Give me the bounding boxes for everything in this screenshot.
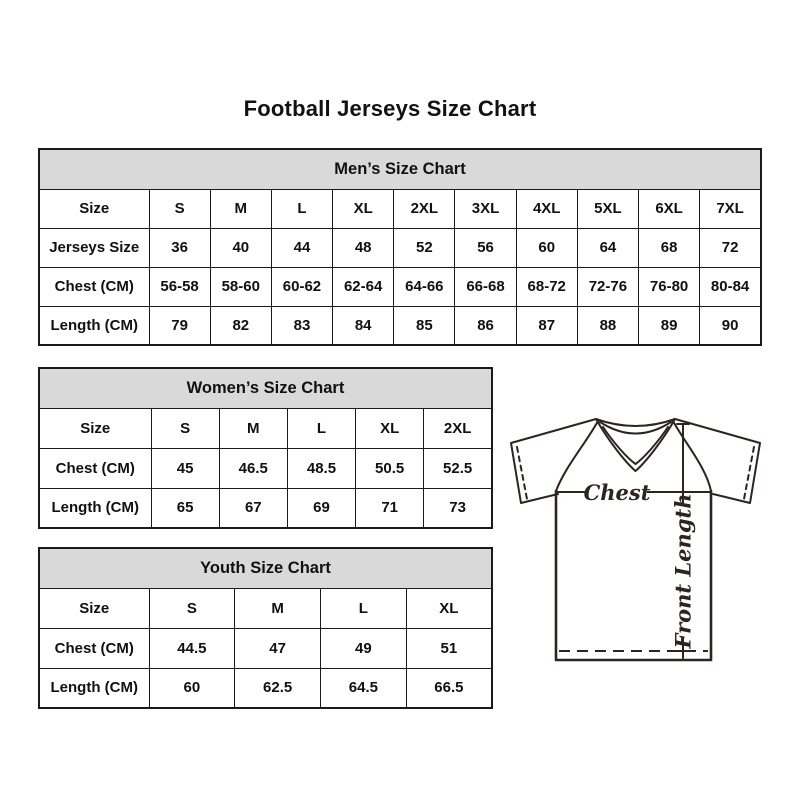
size-table <box>38 367 493 529</box>
table-cell: 2XL <box>424 408 492 448</box>
womens-size-table <box>38 367 493 529</box>
table-cell: S <box>151 408 219 448</box>
table-cell: 64-66 <box>394 267 455 306</box>
youth-size-table <box>38 547 493 709</box>
table-cell: 36 <box>149 228 210 267</box>
table-cell: 88 <box>577 306 638 345</box>
table-cell: 66-68 <box>455 267 516 306</box>
mens-size-table <box>38 148 762 346</box>
table-cell: M <box>210 189 271 228</box>
row-label: Chest (CM) <box>39 448 151 488</box>
table-cell: 4XL <box>516 189 577 228</box>
table-row <box>39 668 492 708</box>
table-cell: 90 <box>700 306 761 345</box>
row-label: Chest (CM) <box>39 267 149 306</box>
table-cell: 7XL <box>700 189 761 228</box>
table-cell: L <box>287 408 355 448</box>
table-header-row <box>39 548 492 588</box>
table-row <box>39 189 761 228</box>
row-label: Length (CM) <box>39 306 149 345</box>
table-cell: 72-76 <box>577 267 638 306</box>
table-header-row <box>39 368 492 408</box>
table-cell: 64 <box>577 228 638 267</box>
table-cell: 48 <box>333 228 394 267</box>
table-cell: 49 <box>321 628 407 668</box>
table-cell: 73 <box>424 488 492 528</box>
jersey-measurement-diagram <box>503 406 775 668</box>
row-label: Length (CM) <box>39 488 151 528</box>
table-cell: L <box>321 588 407 628</box>
table-cell: 62.5 <box>235 668 321 708</box>
table-cell: XL <box>333 189 394 228</box>
table-cell: 6XL <box>639 189 700 228</box>
page-title: Football Jerseys Size Chart <box>243 96 537 121</box>
table-cell: 51 <box>406 628 492 668</box>
table-header-row <box>39 149 761 189</box>
row-label: Size <box>39 588 149 628</box>
table-row <box>39 408 492 448</box>
table-title: Men’s Size Chart <box>39 149 761 189</box>
table-cell: 79 <box>149 306 210 345</box>
table-cell: M <box>219 408 287 448</box>
table-cell: 47 <box>235 628 321 668</box>
table-cell: 50.5 <box>356 448 424 488</box>
table-row <box>39 588 492 628</box>
table-cell: 62-64 <box>333 267 394 306</box>
table-cell: 68-72 <box>516 267 577 306</box>
row-label: Size <box>39 189 149 228</box>
table-cell: 72 <box>700 228 761 267</box>
table-cell: 3XL <box>455 189 516 228</box>
table-cell: 56 <box>455 228 516 267</box>
table-cell: 82 <box>210 306 271 345</box>
table-row <box>39 488 492 528</box>
table-cell: 60 <box>516 228 577 267</box>
table-cell: 83 <box>271 306 332 345</box>
table-cell: 86 <box>455 306 516 345</box>
table-cell: 65 <box>151 488 219 528</box>
size-table <box>38 148 762 346</box>
table-cell: 58-60 <box>210 267 271 306</box>
table-cell: 71 <box>356 488 424 528</box>
table-cell: M <box>235 588 321 628</box>
table-row <box>39 228 761 267</box>
table-cell: 45 <box>151 448 219 488</box>
table-cell: 56-58 <box>149 267 210 306</box>
front-length-label: Front Length <box>670 493 696 649</box>
jersey-silhouette <box>511 419 760 660</box>
table-cell: 60 <box>149 668 235 708</box>
table-cell: 87 <box>516 306 577 345</box>
table-cell: 67 <box>219 488 287 528</box>
table-cell: 44 <box>271 228 332 267</box>
table-title: Youth Size Chart <box>39 548 492 588</box>
row-label: Size <box>39 408 151 448</box>
table-cell: 80-84 <box>700 267 761 306</box>
table-cell: 5XL <box>577 189 638 228</box>
size-table <box>38 547 493 709</box>
table-cell: 68 <box>639 228 700 267</box>
table-cell: 64.5 <box>321 668 407 708</box>
jersey-sketch <box>503 406 775 668</box>
table-cell: XL <box>356 408 424 448</box>
row-label: Length (CM) <box>39 668 149 708</box>
table-cell: 2XL <box>394 189 455 228</box>
table-cell: 84 <box>333 306 394 345</box>
table-row <box>39 306 761 345</box>
table-cell: 48.5 <box>287 448 355 488</box>
table-cell: 52 <box>394 228 455 267</box>
table-cell: 60-62 <box>271 267 332 306</box>
row-label: Jerseys Size <box>39 228 149 267</box>
table-cell: 85 <box>394 306 455 345</box>
table-cell: 66.5 <box>406 668 492 708</box>
table-cell: 40 <box>210 228 271 267</box>
table-cell: 76-80 <box>639 267 700 306</box>
table-cell: XL <box>406 588 492 628</box>
chest-label: Chest <box>583 480 651 505</box>
table-cell: L <box>271 189 332 228</box>
table-cell: S <box>149 588 235 628</box>
table-cell: 44.5 <box>149 628 235 668</box>
table-cell: 52.5 <box>424 448 492 488</box>
table-row <box>39 448 492 488</box>
table-cell: 69 <box>287 488 355 528</box>
row-label: Chest (CM) <box>39 628 149 668</box>
table-row <box>39 267 761 306</box>
table-row <box>39 628 492 668</box>
table-title: Women’s Size Chart <box>39 368 492 408</box>
table-cell: 89 <box>639 306 700 345</box>
table-cell: 46.5 <box>219 448 287 488</box>
table-cell: S <box>149 189 210 228</box>
